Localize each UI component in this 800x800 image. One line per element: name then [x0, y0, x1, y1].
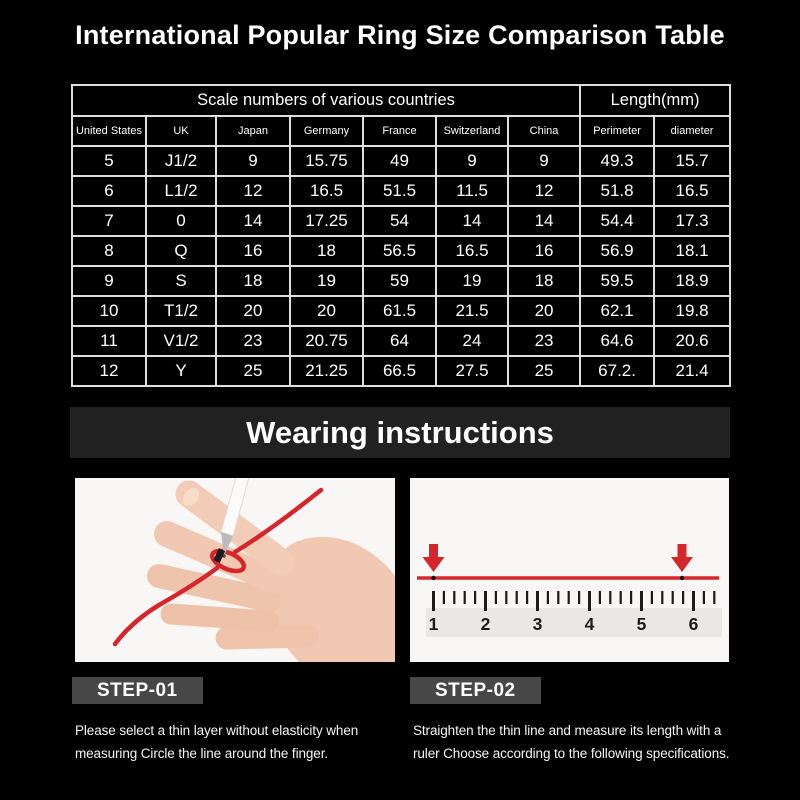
- table-cell: 18.1: [654, 236, 730, 266]
- table-cell: 64.6: [580, 326, 654, 356]
- table-cell: 9: [72, 266, 146, 296]
- table-cell: 20: [508, 296, 580, 326]
- table-cell: 18: [290, 236, 363, 266]
- table-row: [72, 206, 730, 236]
- table-cell: 59.5: [580, 266, 654, 296]
- table-cell: 8: [72, 236, 146, 266]
- ruler-shadow: [426, 608, 722, 637]
- step2-badge: STEP-02: [410, 677, 541, 704]
- table-cell: 18.9: [654, 266, 730, 296]
- table-cell: 23: [216, 326, 290, 356]
- table-body: [72, 146, 730, 386]
- table-cell: 18: [216, 266, 290, 296]
- table-cell: 24: [436, 326, 508, 356]
- table-cell: 19.8: [654, 296, 730, 326]
- column-header-japan: Japan: [216, 116, 290, 146]
- table-cell: Y: [146, 356, 216, 386]
- table-cell: 19: [290, 266, 363, 296]
- column-header-germany: Germany: [290, 116, 363, 146]
- table-row: [72, 356, 730, 386]
- column-header-switzerland: Switzerland: [436, 116, 508, 146]
- page-title: International Popular Ring Size Comparison Table: [75, 20, 725, 50]
- table-cell: 20: [216, 296, 290, 326]
- step1-text: Please select a thin layer without elasticity when measuring Circle the line around the finger.: [75, 723, 359, 761]
- group-header-row: [72, 85, 730, 116]
- ruler-illustration: [410, 478, 729, 662]
- table-cell: Q: [146, 236, 216, 266]
- table-row: [72, 326, 730, 356]
- table-cell: 54.4: [580, 206, 654, 236]
- table-cell: 5: [72, 146, 146, 176]
- table-cell: V1/2: [146, 326, 216, 356]
- table-row: [72, 236, 730, 266]
- table-cell: 9: [436, 146, 508, 176]
- step1-badge: STEP-01: [72, 677, 203, 704]
- table-cell: 11.5: [436, 176, 508, 206]
- ruler-number: 4: [584, 614, 595, 634]
- table-cell: 12: [72, 356, 146, 386]
- table-cell: 61.5: [363, 296, 436, 326]
- table-cell: 12: [216, 176, 290, 206]
- column-header-china: China: [508, 116, 580, 146]
- table-cell: 56.5: [363, 236, 436, 266]
- group-header-length: Length(mm): [580, 85, 730, 116]
- table-cell: 9: [216, 146, 290, 176]
- table-cell: 16: [216, 236, 290, 266]
- table-cell: 16.5: [290, 176, 363, 206]
- table-cell: 25: [216, 356, 290, 386]
- measure-dot: [680, 576, 684, 580]
- table-cell: J1/2: [146, 146, 216, 176]
- table-cell: 14: [436, 206, 508, 236]
- table-cell: 51.5: [363, 176, 436, 206]
- step2-text: Straighten the thin line and measure its length with a ruler Choose according to the following specifications.: [413, 723, 730, 761]
- table-row: [72, 266, 730, 296]
- table-cell: 14: [508, 206, 580, 236]
- ruler-number: 6: [688, 614, 699, 634]
- table-cell: 20: [290, 296, 363, 326]
- table-cell: 25: [508, 356, 580, 386]
- table-cell: T1/2: [146, 296, 216, 326]
- group-header-countries: Scale numbers of various countries: [72, 85, 580, 116]
- table-row: [72, 146, 730, 176]
- table-cell: 11: [72, 326, 146, 356]
- ruler-number: 2: [480, 614, 491, 634]
- table-cell: L1/2: [146, 176, 216, 206]
- table-cell: 15.75: [290, 146, 363, 176]
- table-cell: 0: [146, 206, 216, 236]
- table-cell: 49.3: [580, 146, 654, 176]
- column-header-row: [72, 116, 730, 146]
- column-header-uk: UK: [146, 116, 216, 146]
- table-cell: 54: [363, 206, 436, 236]
- hand-illustration: [75, 478, 395, 662]
- column-header-france: France: [363, 116, 436, 146]
- wearing-instructions-banner: Wearing instructions: [70, 407, 730, 458]
- step1-image: [75, 478, 395, 662]
- table-cell: 10: [72, 296, 146, 326]
- table-cell: 21.25: [290, 356, 363, 386]
- table-cell: 20.6: [654, 326, 730, 356]
- table-cell: 12: [508, 176, 580, 206]
- table-cell: 6: [72, 176, 146, 206]
- table-cell: 20.75: [290, 326, 363, 356]
- table-cell: 67.2.: [580, 356, 654, 386]
- step-1: [72, 677, 412, 765]
- table-cell: 19: [436, 266, 508, 296]
- step-2: [410, 677, 750, 765]
- table-cell: 49: [363, 146, 436, 176]
- table-cell: 64: [363, 326, 436, 356]
- table-cell: 21.4: [654, 356, 730, 386]
- table-cell: 9: [508, 146, 580, 176]
- table-cell: S: [146, 266, 216, 296]
- table-cell: 56.9: [580, 236, 654, 266]
- ruler-number: 3: [532, 614, 543, 634]
- ruler-number: 5: [636, 614, 647, 634]
- table-cell: 62.1: [580, 296, 654, 326]
- table-cell: 15.7: [654, 146, 730, 176]
- measure-dot: [431, 576, 435, 580]
- table-row: [72, 296, 730, 326]
- table-cell: 21.5: [436, 296, 508, 326]
- table-cell: 16.5: [436, 236, 508, 266]
- table-cell: 14: [216, 206, 290, 236]
- table-cell: 23: [508, 326, 580, 356]
- table-cell: 7: [72, 206, 146, 236]
- table-cell: 17.25: [290, 206, 363, 236]
- ring-size-table: [71, 84, 731, 387]
- table-cell: 18: [508, 266, 580, 296]
- table-cell: 51.8: [580, 176, 654, 206]
- table-cell: 59: [363, 266, 436, 296]
- table-cell: 66.5: [363, 356, 436, 386]
- table-row: [72, 176, 730, 206]
- column-header-perimeter: Perimeter: [580, 116, 654, 146]
- ruler-number: 1: [428, 614, 439, 634]
- step2-image: [410, 478, 729, 662]
- table-cell: 27.5: [436, 356, 508, 386]
- table-cell: 16: [508, 236, 580, 266]
- table-cell: 17.3: [654, 206, 730, 236]
- column-header-united-states: United States: [72, 116, 146, 146]
- column-header-diameter: diameter: [654, 116, 730, 146]
- table-cell: 16.5: [654, 176, 730, 206]
